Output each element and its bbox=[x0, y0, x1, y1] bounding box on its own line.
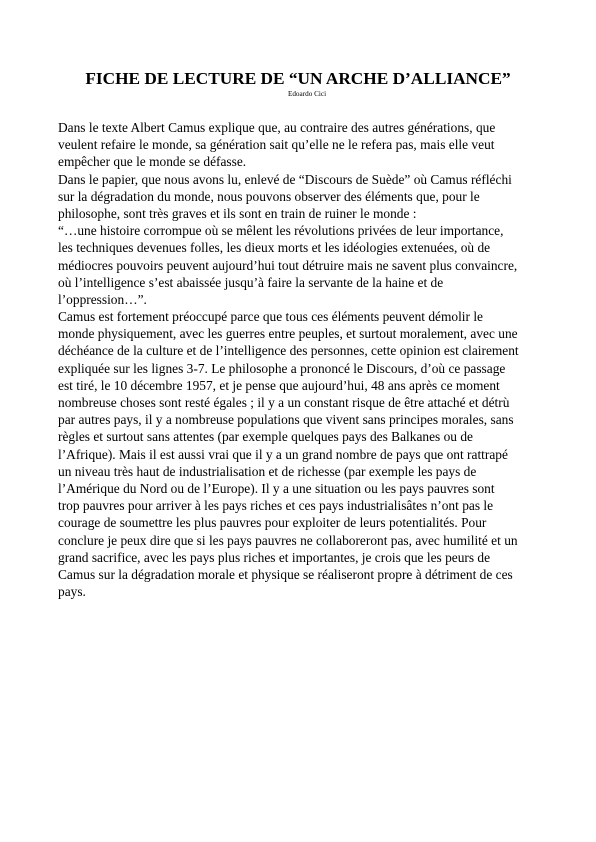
body-line: Camus sur la dégradation morale et physique se réaliseront propre à détriment de ces bbox=[58, 566, 513, 582]
body-line: veulent refaire le monde, sa génération sait qu’elle ne le refera pas, mais elle veut bbox=[58, 137, 495, 153]
body-line: pays. bbox=[58, 584, 86, 600]
body-line: Dans le texte Albert Camus explique que, au contraire des autres générations, que bbox=[58, 120, 496, 135]
body-line: déchéance de la culture et de l’intelligence des personnes, cette opinion est clairement bbox=[58, 343, 519, 359]
body-line: grand sacrifice, avec les pays plus riches et importantes, je crois que les peurs de bbox=[58, 549, 491, 565]
body-line: nombreuse choses sont resté égales ; il y a un constant risque de être attaché et détrù bbox=[58, 395, 510, 410]
quote-line: où l’intelligence s’est abaissée jusqu’à faire la servante de la haine et de bbox=[58, 274, 444, 290]
body-line: conclure je peux dire que si les pays pauvres ne collaboreront pas, avec humilité et un bbox=[58, 532, 518, 548]
body-line: courage de soumettre les plus pauvres pour exploiter de leurs potentialités. Pour bbox=[58, 515, 487, 531]
quote-line: l’oppression…”. bbox=[58, 291, 147, 307]
quote-line: “…une histoire corrompue où se mêlent les révolutions privées de leur importance, bbox=[58, 223, 504, 239]
document-body bbox=[58, 119, 558, 600]
body-line: règles et surtout sans attentes (par exemple quelques pays des Balkanes ou de bbox=[58, 429, 473, 445]
body-line: un niveau très haut de industrialisation et de richesse (par exemple les pays de bbox=[58, 463, 477, 479]
body-line: Camus est fortement préoccupé parce que tous ces éléments peuvent démolir le bbox=[58, 309, 483, 325]
body-line: l’Amérique du Nord ou de l’Europe). Il y a une situation ou les pays pauvres sont bbox=[58, 480, 495, 496]
body-line: l’Afrique). Mais il est aussi vrai que il y a un grand nombre de pays que ont rattrapé bbox=[58, 446, 508, 462]
body-line: est tiré, le 10 décembre 1957, et je pense que aujourd’hui, 48 ans après ce moment bbox=[58, 377, 500, 393]
body-line: trop pauvres pour arriver à les pays riches et ces pays industrialisâtes n’ont pas le bbox=[58, 498, 494, 514]
body-line: philosophe, sont très graves et ils sont en train de ruiner le monde : bbox=[58, 205, 417, 221]
body-line: Dans le papier, que nous avons lu, enlevé de “Discours de Suède” où Camus réfléchi bbox=[58, 171, 512, 187]
body-line: monde physiquement, avec les guerres entre peuples, et surtout moralement, avec une bbox=[58, 326, 518, 342]
quote-line: médiocres pouvoirs peuvent aujourd’hui tout détruire mais ne savent plus convaincre, bbox=[58, 257, 518, 273]
body-line: empêcher que le monde se défasse. bbox=[58, 154, 247, 170]
body-line: par autres pays, il y a nombreuse populations que vivent sans principes morales, sans bbox=[58, 412, 514, 428]
body-line: sur la dégradation du monde, nous pouvons observer des éléments que, pour le bbox=[58, 188, 480, 204]
quote-line: les techniques devenues folles, les dieux morts et les idéologies extenuées, où de bbox=[58, 240, 491, 256]
document-author: Edoardo Cici bbox=[287, 90, 327, 98]
document-title: FICHE DE LECTURE DE “UN ARCHE D’ALLIANCE” bbox=[85, 69, 511, 88]
body-line: expliquée sur les lignes 3-7. Le philosophe a prononcé le Discours, d’où ce passage bbox=[58, 360, 506, 376]
